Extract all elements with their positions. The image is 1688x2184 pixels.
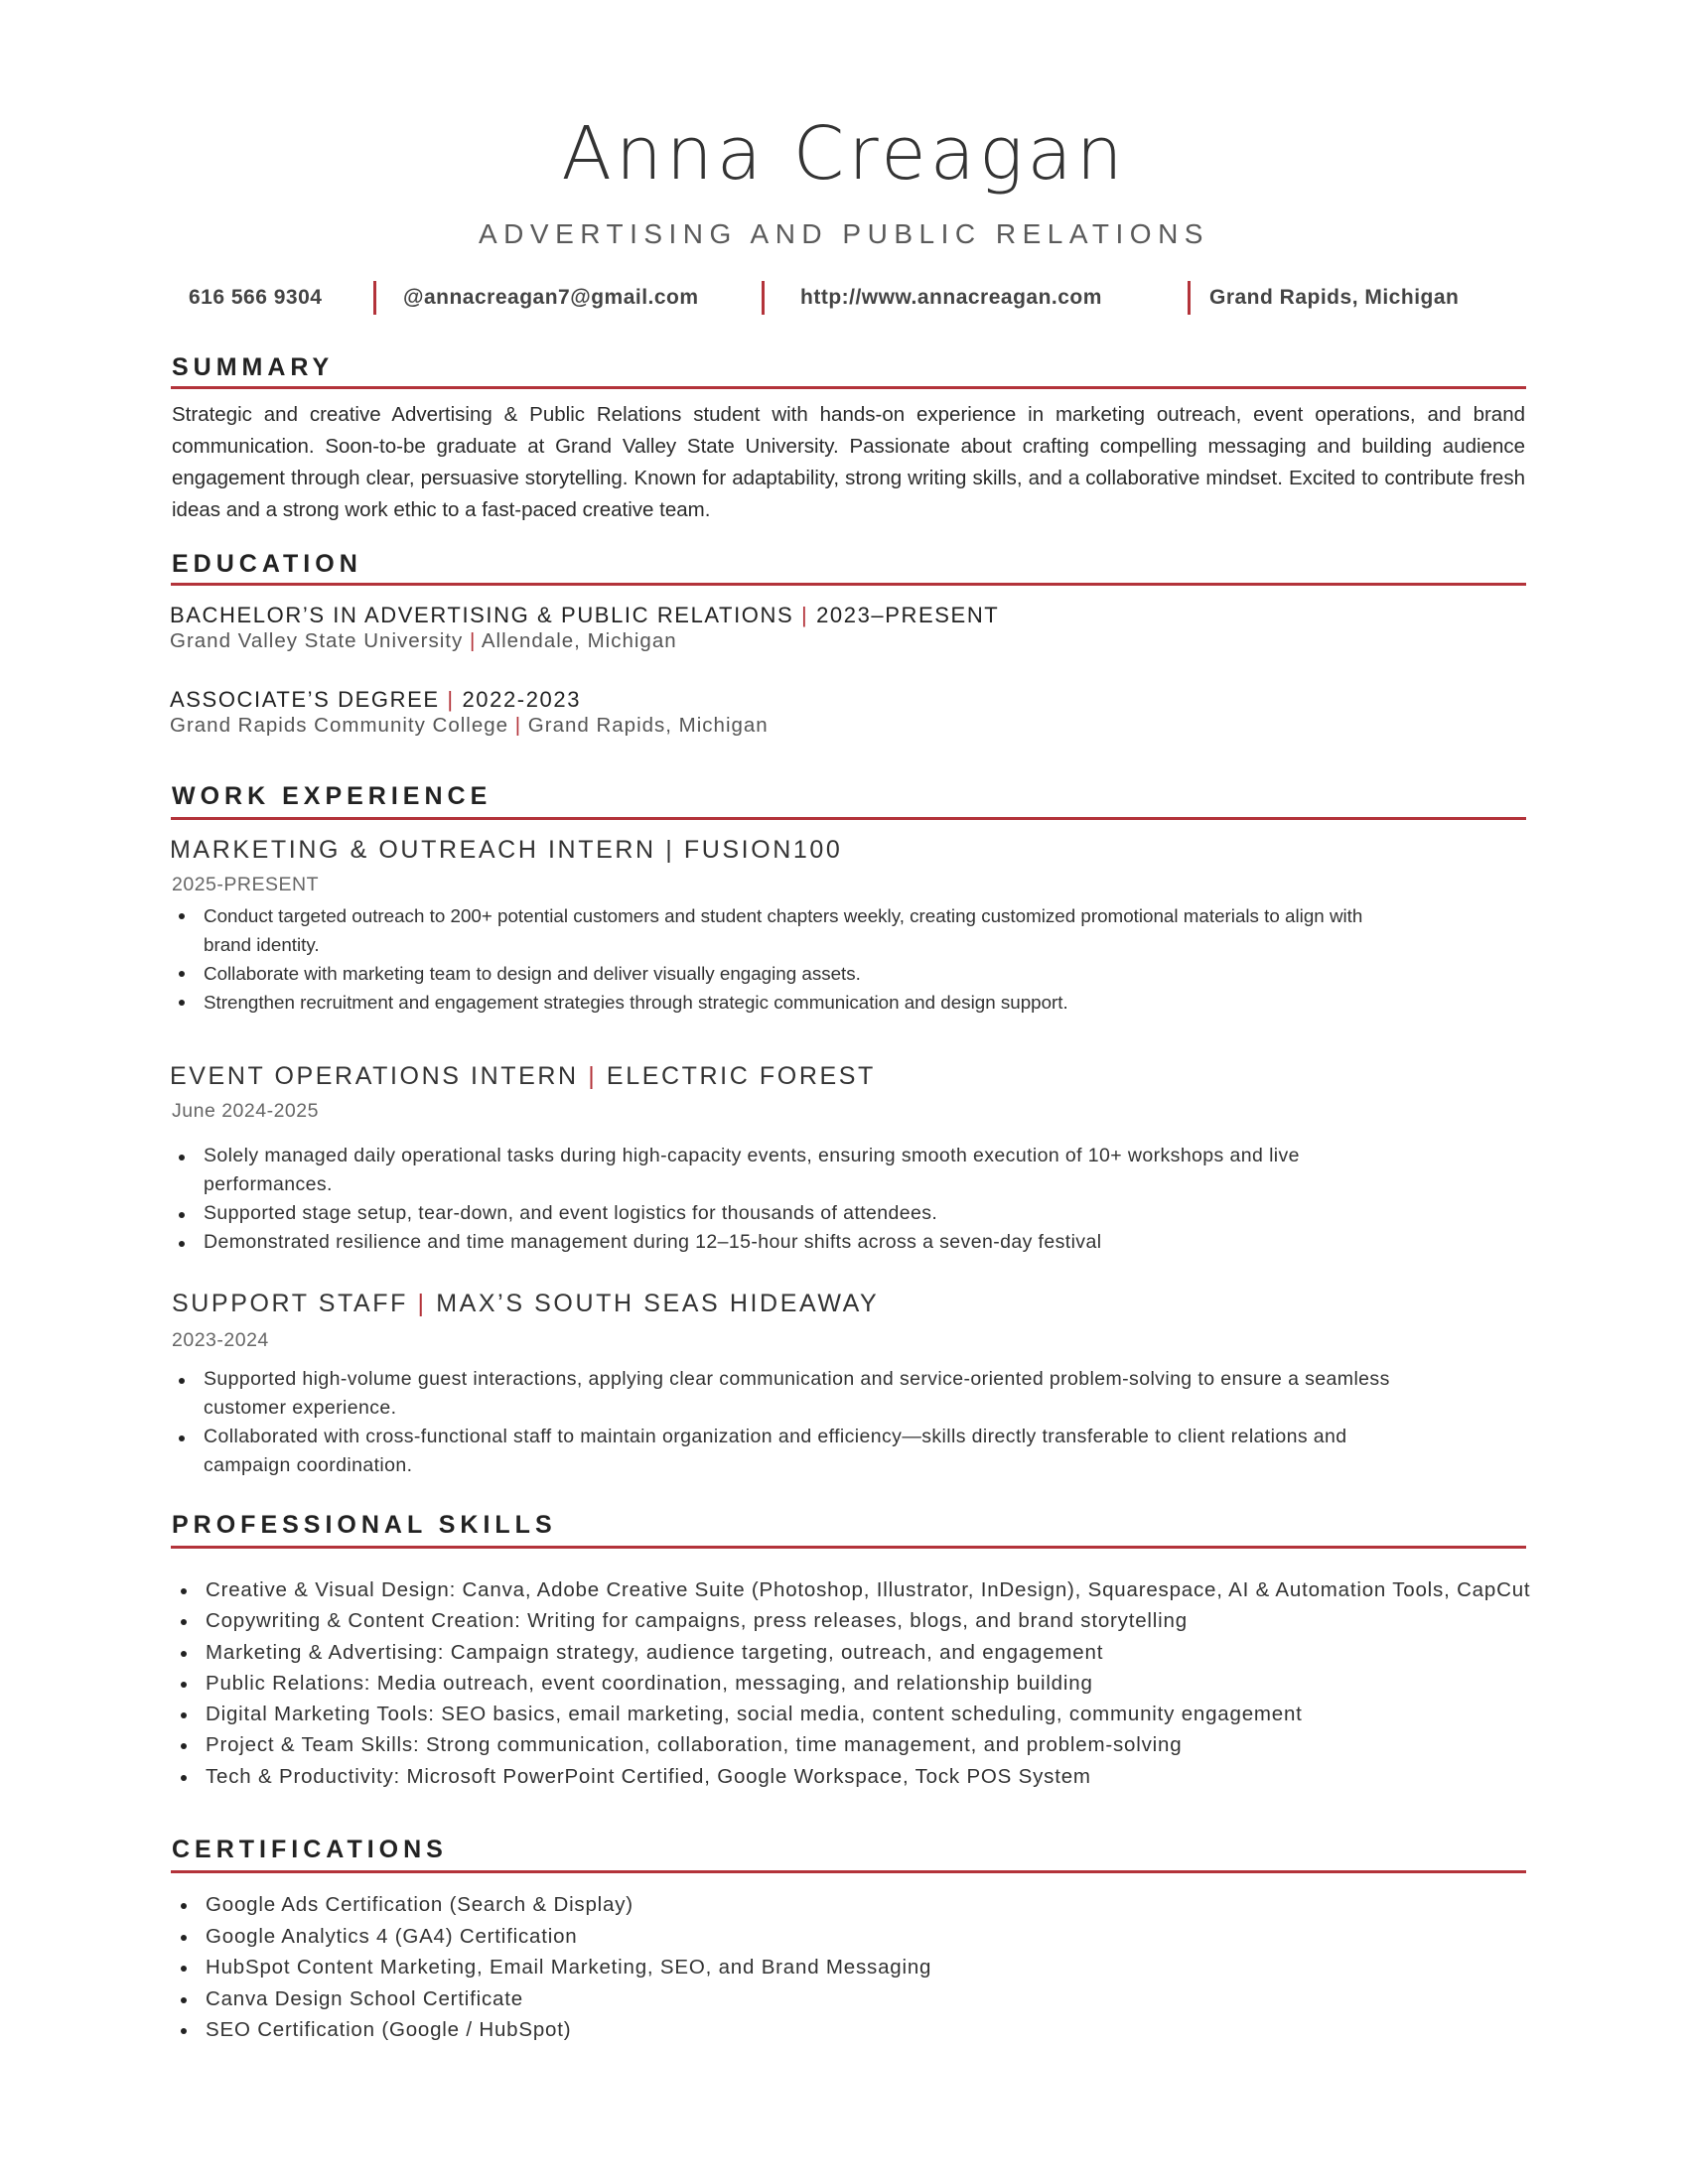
list-item: Google Ads Certification (Search & Display) (172, 1889, 1363, 1921)
skills-heading: PROFESSIONAL SKILLS (172, 1511, 557, 1539)
job-bullets (170, 901, 1401, 1017)
list-item: Marketing & Advertising: Campaign strategy, audience targeting, outreach, and engagement (172, 1637, 1542, 1668)
list-item: Strengthen recruitment and engagement strategies through strategic communication and design support. (170, 988, 1401, 1017)
contact-phone: 616 566 9304 (189, 286, 323, 309)
contact-separator (373, 281, 376, 315)
list-item: SEO Certification (Google / HubSpot) (172, 2014, 1363, 2046)
list-item: Supported stage setup, tear-down, and event logistics for thousands of attendees. (170, 1199, 1431, 1228)
education-heading: EDUCATION (172, 550, 362, 578)
list-item: Copywriting & Content Creation: Writing for campaigns, press releases, blogs, and brand storytelling (172, 1605, 1542, 1636)
contact-separator (1188, 281, 1191, 315)
list-item: Collaborate with marketing team to design and deliver visually engaging assets. (170, 959, 1401, 988)
summary-heading: SUMMARY (172, 353, 335, 381)
candidate-title: ADVERTISING AND PUBLIC RELATIONS (479, 218, 1209, 249)
section-divider (171, 583, 1526, 586)
education-school: Grand Rapids Community College | Grand Rapids, Michigan (170, 714, 769, 737)
section-divider (171, 1546, 1526, 1549)
list-item: Demonstrated resilience and time management during 12–15-hour shifts across a seven-day festival (170, 1228, 1431, 1257)
job-bullets (170, 1142, 1431, 1257)
list-item: HubSpot Content Marketing, Email Marketing, SEO, and Brand Messaging (172, 1952, 1363, 1983)
list-item: Digital Marketing Tools: SEO basics, email marketing, social media, content scheduling, community engagement (172, 1699, 1542, 1729)
job-title: EVENT OPERATIONS INTERN | ELECTRIC FOREST (170, 1062, 876, 1090)
certifications-heading: CERTIFICATIONS (172, 1836, 448, 1863)
education-degree: BACHELOR’S IN ADVERTISING & PUBLIC RELATIONS | 2023–PRESENT (170, 603, 1000, 627)
certifications-list (172, 1889, 1363, 2046)
list-item: Supported high-volume guest interactions, applying clear communication and service-oriented problem-solving to ensure a seamless customer experience. (170, 1365, 1431, 1423)
section-divider (171, 817, 1526, 820)
job-title: MARKETING & OUTREACH INTERN | FUSION100 (170, 836, 843, 864)
education-school: Grand Valley State University | Allendale, Michigan (170, 629, 677, 652)
summary-text: Strategic and creative Advertising & Public Relations student with hands-on experience in marketing outreach, event operations, and brand communication. Soon-to-be graduate at Grand Valley State University. Passionate about crafting compelling messaging and building audience engagement through clear, persuasive storytelling. Known for adaptability, strong writing skills, and a collaborative mindset. Excited to contribute fresh ideas and a strong work ethic to a fast-paced creative team. (172, 403, 1525, 521)
section-divider (171, 1870, 1526, 1873)
section-divider (171, 386, 1526, 389)
list-item: Conduct targeted outreach to 200+ potential customers and student chapters weekly, creating customized promotional materials to align with brand identity. (170, 901, 1401, 959)
list-item: Canva Design School Certificate (172, 1983, 1363, 2015)
education-degree: ASSOCIATE’S DEGREE | 2022-2023 (170, 687, 582, 712)
list-item: Creative & Visual Design: Canva, Adobe Creative Suite (Photoshop, Illustrator, InDesign), Squarespace, AI & Automation Tools, CapCut (172, 1574, 1542, 1605)
list-item: Solely managed daily operational tasks during high-capacity events, ensuring smooth execution of 10+ workshops and live performances. (170, 1142, 1431, 1199)
list-item: Collaborated with cross-functional staff to maintain organization and efficiency—skills directly transferable to client relations and campaign coordination. (170, 1423, 1431, 1480)
job-title: SUPPORT STAFF | MAX’S SOUTH SEAS HIDEAWAY (172, 1290, 880, 1317)
contact-website[interactable]: http://www.annacreagan.com (800, 286, 1102, 309)
job-bullets (170, 1365, 1431, 1480)
job-dates: 2025-PRESENT (172, 874, 319, 895)
job-dates: June 2024-2025 (172, 1100, 319, 1122)
contact-location: Grand Rapids, Michigan (1209, 286, 1460, 309)
skills-list (172, 1574, 1542, 1792)
job-dates: 2023-2024 (172, 1329, 269, 1351)
list-item: Google Analytics 4 (GA4) Certification (172, 1921, 1363, 1953)
list-item: Public Relations: Media outreach, event coordination, messaging, and relationship building (172, 1668, 1542, 1699)
contact-email[interactable]: @annacreagan7@gmail.com (403, 286, 699, 309)
experience-heading: WORK EXPERIENCE (172, 782, 492, 810)
contact-separator (762, 281, 765, 315)
list-item: Project & Team Skills: Strong communication, collaboration, time management, and problem-solving (172, 1729, 1542, 1760)
list-item: Tech & Productivity: Microsoft PowerPoint Certified, Google Workspace, Tock POS System (172, 1761, 1542, 1792)
candidate-name: Anna Creagan (561, 111, 1127, 197)
